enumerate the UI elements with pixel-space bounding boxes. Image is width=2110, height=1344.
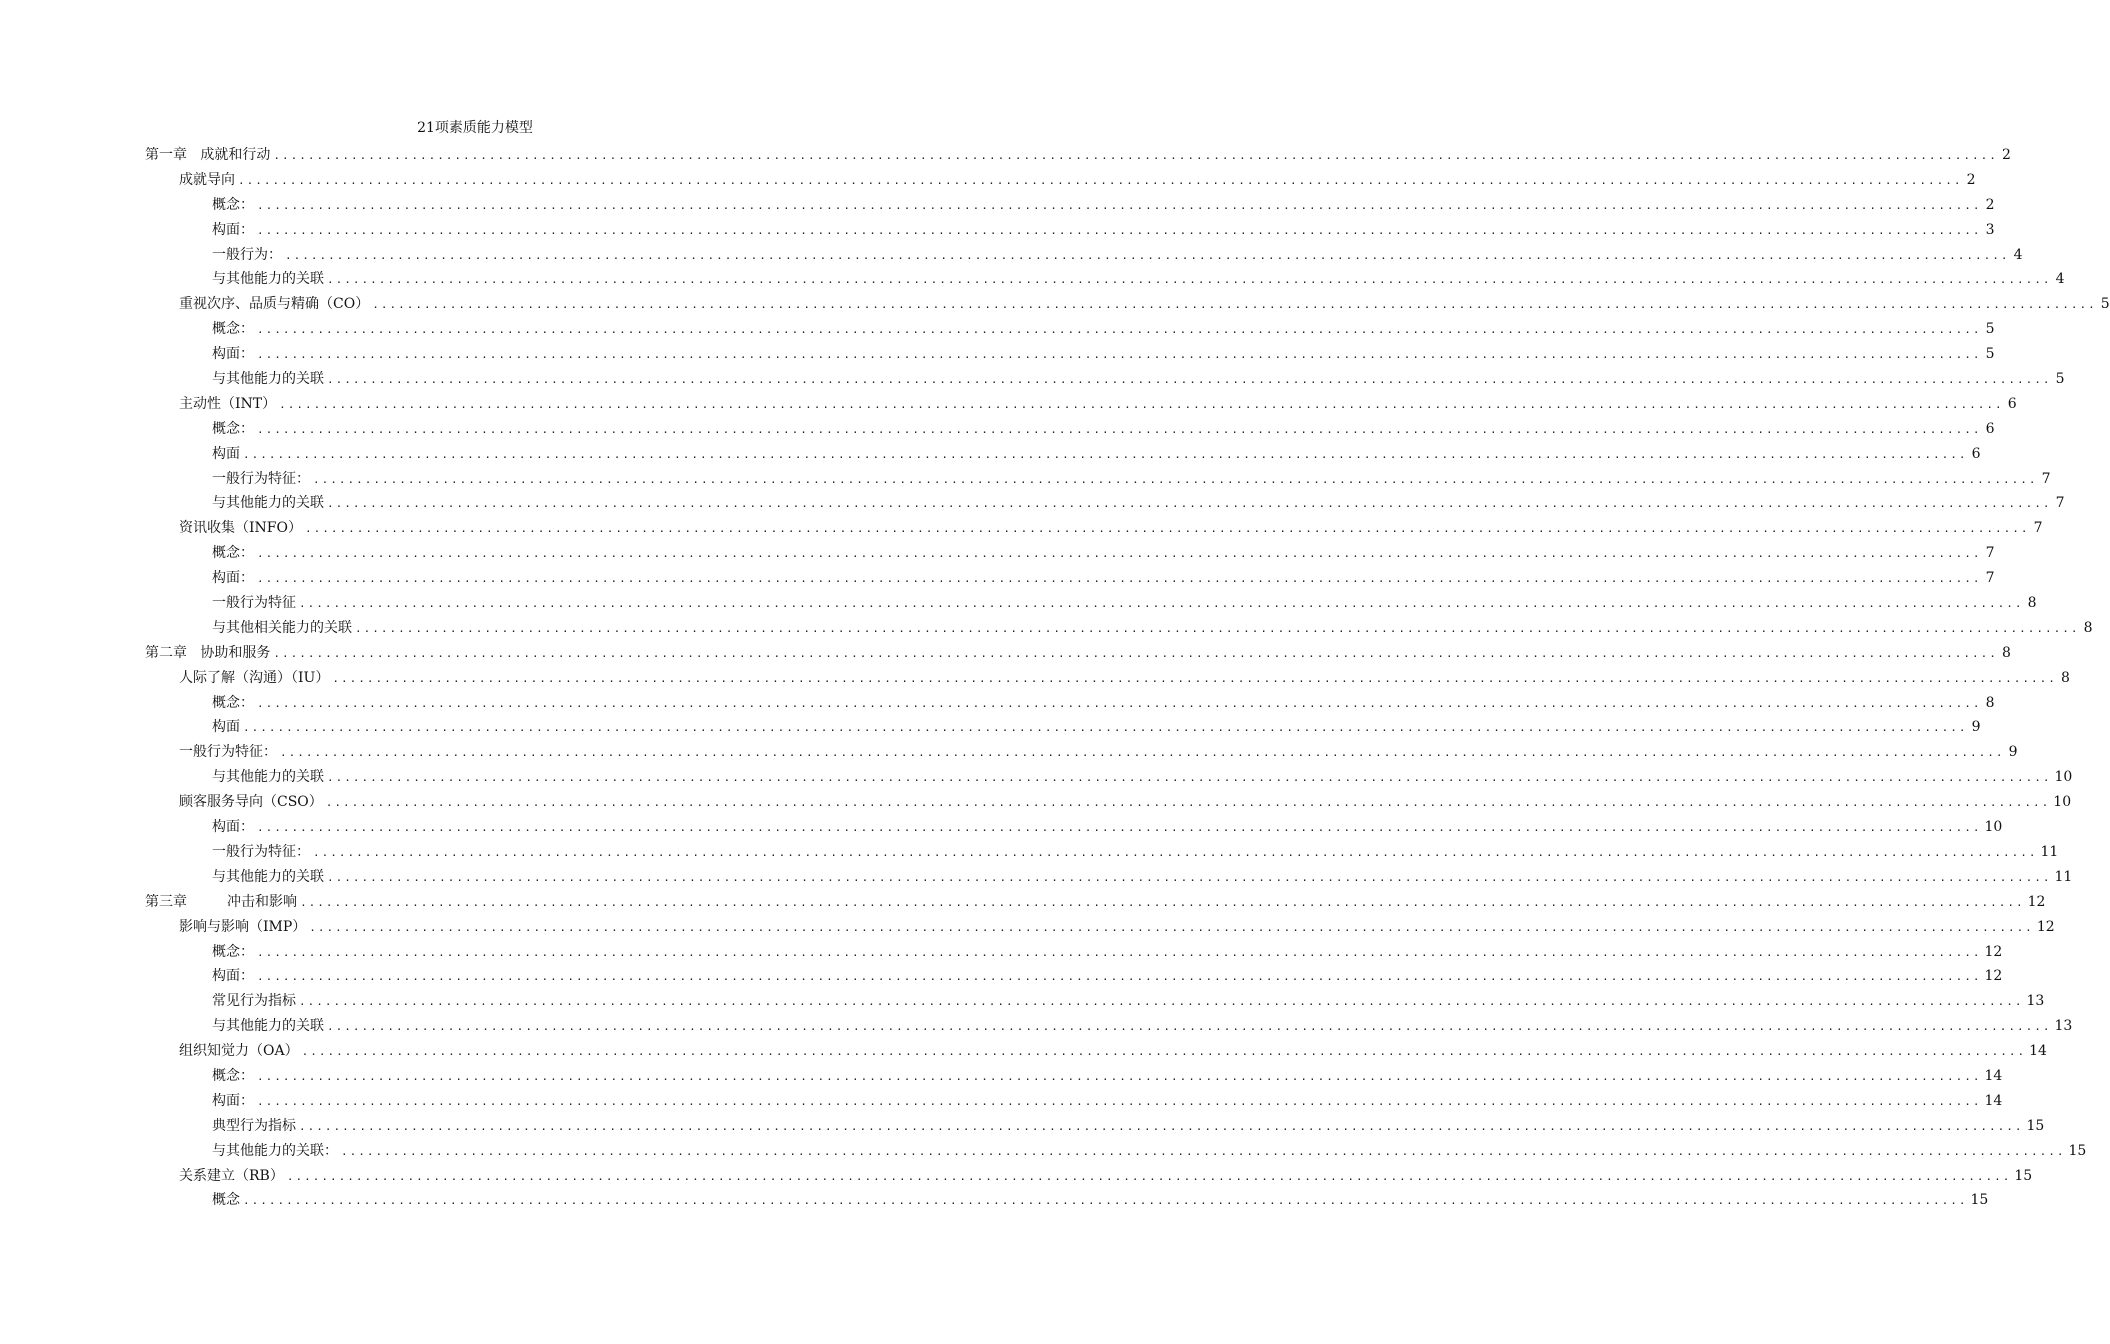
toc-entry[interactable] (145, 491, 2065, 516)
toc-dot-leader: ........................................................................................................................................................................................................ (257, 1069, 1982, 1083)
toc-entry-label: 资讯收集（INFO） (179, 520, 302, 537)
toc-entry-label: 与其他能力的关联 (212, 769, 324, 786)
toc-entry-label: 构面： (212, 221, 254, 238)
toc-entry[interactable] (145, 964, 2003, 989)
toc-dot-leader: ........................................................................................................................................................................................................ (372, 298, 2097, 312)
toc-page-number: 12 (1984, 968, 2003, 985)
toc-page-number: 2 (1985, 196, 1995, 213)
toc-entry-label: 一般行为特征： (212, 470, 310, 487)
toc-entry-label: 影响与影响（IMP） (179, 918, 307, 935)
toc-page-number: 12 (1984, 943, 2003, 960)
toc-page-number: 14 (1984, 1067, 2003, 1084)
toc-entry[interactable] (145, 1064, 2003, 1089)
toc-page-number: 15 (2014, 1167, 2033, 1184)
toc-entry[interactable] (145, 666, 2070, 691)
toc-dot-leader: ........................................................................................................................................................................................................ (304, 522, 2030, 536)
toc-entry[interactable] (145, 467, 2051, 492)
toc-page-number: 6 (1971, 445, 1981, 462)
toc-entry-label: 一般行为特征 (212, 595, 296, 612)
toc-page-number: 7 (2041, 470, 2051, 487)
toc-entry-label: 概念： (212, 420, 254, 437)
toc-dot-leader: ........................................................................................................................................................................................................ (257, 572, 1982, 586)
toc-dot-leader: ........................................................................................................................................................................................................ (285, 248, 2010, 262)
toc-dot-leader: ........................................................................................................................................................................................................ (273, 646, 1998, 660)
toc-entry[interactable] (145, 193, 1995, 218)
toc-dot-leader: ........................................................................................................................................................................................................ (257, 348, 1982, 362)
toc-entry[interactable] (145, 691, 1995, 716)
toc-entry[interactable] (145, 1039, 2047, 1064)
toc-dot-leader: ........................................................................................................................................................................................................ (279, 397, 2004, 411)
toc-page-number: 4 (2055, 271, 2065, 288)
toc-entry-label: 重视次序、品质与精确（CO） (179, 296, 370, 313)
toc-entry-label: 构面： (212, 346, 254, 363)
toc-dot-leader: ........................................................................................................................................................................................................ (243, 721, 1968, 735)
toc-entry[interactable] (145, 1014, 2073, 1039)
toc-entry-label: 关系建立（RB） (179, 1167, 284, 1184)
toc-dot-leader: ........................................................................................................................................................................................................ (280, 746, 2005, 760)
toc-entry-label: 概念： (212, 1067, 254, 1084)
toc-entry[interactable] (145, 1114, 2045, 1139)
toc-entry-label: 与其他能力的关联 (212, 271, 324, 288)
toc-page-number: 2 (2001, 147, 2011, 163)
toc-dot-leader: ........................................................................................................................................................................................................ (257, 223, 1982, 237)
toc-entry[interactable] (145, 1089, 2003, 1114)
toc-page-number: 15 (1970, 1192, 1989, 1209)
toc-entry-label: 概念： (212, 321, 254, 338)
toc-page-number: 8 (2001, 644, 2011, 661)
toc-entry[interactable] (145, 840, 2059, 865)
toc-entry[interactable] (145, 442, 1981, 467)
toc-entry-label: 概念： (212, 196, 254, 213)
toc-entry-label: 第三章 冲击和影响 (145, 893, 298, 910)
toc-page-number: 15 (2026, 1117, 2045, 1134)
document-title: 21项素质能力模型 (417, 120, 533, 136)
toc-entry-label: 与其他相关能力的关联 (212, 619, 352, 636)
toc-dot-leader: ........................................................................................................................................................................................................ (332, 671, 2057, 685)
toc-page-number: 9 (2008, 744, 2018, 761)
toc-entry-label: 与其他能力的关联 (212, 495, 324, 512)
toc-dot-leader: ........................................................................................................................................................................................................ (355, 621, 2080, 635)
toc-entry[interactable] (145, 591, 2037, 616)
toc-page-number: 8 (1985, 694, 1995, 711)
toc-entry[interactable] (145, 1188, 1989, 1213)
toc-dot-leader: ........................................................................................................................................................................................................ (238, 173, 1963, 187)
toc-entry[interactable] (145, 815, 2003, 840)
toc-page-number: 14 (1984, 1092, 2003, 1109)
toc-entry-label: 构面： (212, 1092, 254, 1109)
toc-entry-label: 人际了解（沟通）（IU） (179, 669, 330, 686)
toc-page-number: 8 (2060, 669, 2070, 686)
toc-entry[interactable] (145, 1139, 2087, 1164)
toc-page-number: 7 (2055, 495, 2065, 512)
toc-entry-label: 第一章 成就和行动 (145, 147, 271, 163)
toc-dot-leader: ........................................................................................................................................................................................................ (341, 1144, 2066, 1158)
toc-dot-leader: ........................................................................................................................................................................................................ (257, 547, 1982, 561)
toc-dot-leader: ........................................................................................................................................................................................................ (286, 1169, 2012, 1183)
toc-entry-label: 构面 (212, 719, 240, 736)
toc-dot-leader: ........................................................................................................................................................................................................ (327, 373, 2052, 387)
toc-page-number: 10 (1984, 819, 2003, 836)
toc-entry[interactable] (145, 915, 2055, 940)
toc-entry-label: 概念： (212, 694, 254, 711)
toc-entry[interactable] (145, 765, 2073, 790)
toc-page-number: 3 (1985, 221, 1995, 238)
toc-dot-leader: ........................................................................................................................................................................................................ (327, 497, 2052, 511)
toc-dot-leader: ........................................................................................................................................................................................................ (309, 920, 2034, 934)
toc-entry[interactable] (145, 516, 2043, 541)
toc-page-number: 15 (2068, 1142, 2087, 1159)
toc-dot-leader: ........................................................................................................................................................................................................ (327, 1020, 2052, 1034)
toc-entry-label: 与其他能力的关联： (212, 1142, 338, 1159)
toc-page-number: 7 (1985, 570, 1995, 587)
toc-dot-leader: ........................................................................................................................................................................................................ (257, 198, 1982, 212)
toc-page-number: 5 (1985, 346, 1995, 363)
toc-dot-leader: ........................................................................................................................................................................................................ (257, 821, 1982, 835)
toc-dot-leader: ........................................................................................................................................................................................................ (299, 597, 2024, 611)
toc-dot-leader: ........................................................................................................................................................................................................ (243, 1194, 1968, 1208)
toc-dot-leader: ........................................................................................................................................................................................................ (327, 273, 2052, 287)
toc-dot-leader: ........................................................................................................................................................................................................ (257, 323, 1982, 337)
toc-entry[interactable] (145, 790, 2072, 815)
toc-dot-leader: ........................................................................................................................................................................................................ (327, 771, 2052, 785)
toc-entry[interactable] (145, 989, 2045, 1014)
toc-dot-leader: ........................................................................................................................................................................................................ (299, 1119, 2024, 1133)
toc-page-number: 6 (1985, 420, 1995, 437)
toc-dot-leader: ........................................................................................................................................................................................................ (257, 945, 1982, 959)
toc-dot-leader: ........................................................................................................................................................................................................ (327, 870, 2052, 884)
toc-page-number: 10 (2054, 769, 2073, 786)
toc-entry[interactable] (145, 168, 1976, 193)
toc-dot-leader: ........................................................................................................................................................................................................ (273, 149, 1998, 162)
toc-entry-label: 典型行为指标 (212, 1117, 296, 1134)
toc-page-number: 5 (1985, 321, 1995, 338)
toc-dot-leader: ........................................................................................................................................................................................................ (257, 422, 1982, 436)
toc-entry[interactable] (145, 566, 1995, 591)
toc-entry-label: 组织知觉力（OA） (179, 1043, 299, 1060)
toc-page-number: 6 (2007, 395, 2017, 412)
toc-page-number: 8 (2083, 619, 2093, 636)
toc-page-number: 9 (1971, 719, 1981, 736)
toc-entry-label: 主动性（INT） (179, 395, 277, 412)
toc-entry-label: 常见行为指标 (212, 993, 296, 1010)
toc-page-number: 7 (2033, 520, 2043, 537)
toc-page-number: 12 (2027, 893, 2046, 910)
toc-page-number: 8 (2027, 595, 2037, 612)
toc-entry[interactable] (145, 243, 2023, 268)
toc-entry[interactable] (145, 715, 1981, 740)
toc-page-number: 5 (2100, 296, 2110, 313)
toc-entry[interactable] (145, 292, 2110, 317)
toc-entry[interactable] (145, 417, 1995, 442)
toc-entry-label: 构面： (212, 968, 254, 985)
toc-entry[interactable] (145, 865, 2073, 890)
toc-entry-label: 构面 (212, 445, 240, 462)
toc-page-number: 7 (1985, 545, 1995, 562)
toc-entry-label: 一般行为特征： (212, 843, 310, 860)
toc-page-number: 10 (2053, 794, 2072, 811)
toc-entry[interactable] (145, 740, 2018, 765)
toc-entry[interactable] (145, 342, 1995, 367)
toc-page-number: 4 (2013, 246, 2023, 263)
toc-entry[interactable] (145, 1164, 2033, 1189)
toc-entry-label: 第二章 协助和服务 (145, 644, 271, 661)
toc-entry-label: 一般行为： (212, 246, 282, 263)
toc-dot-leader: ........................................................................................................................................................................................................ (299, 995, 2024, 1009)
toc-dot-leader: ........................................................................................................................................................................................................ (257, 696, 1982, 710)
toc-entry-label: 一般行为特征： (179, 744, 277, 761)
toc-entry-label: 概念： (212, 545, 254, 562)
toc-entry[interactable] (145, 616, 2093, 641)
toc-page-number: 14 (2029, 1043, 2047, 1060)
toc-page-number: 5 (2055, 371, 2065, 388)
toc-page-number: 11 (2040, 843, 2059, 860)
toc-entry[interactable] (145, 641, 2011, 666)
toc-entry[interactable] (145, 367, 2065, 392)
toc-page-number: 11 (2054, 868, 2073, 885)
toc-entry[interactable] (145, 267, 2065, 292)
toc-entry-label: 构面： (212, 819, 254, 836)
toc-dot-leader: ........................................................................................................................................................................................................ (257, 970, 1982, 984)
toc-entry-label: 概念 (212, 1192, 240, 1209)
toc-entry-label: 构面： (212, 570, 254, 587)
toc-entry[interactable] (145, 940, 2003, 965)
toc-entry[interactable] (145, 218, 1995, 243)
toc-entry-label: 与其他能力的关联 (212, 371, 324, 388)
table-of-contents (145, 143, 2110, 1213)
toc-page-number: 13 (2026, 993, 2045, 1010)
toc-entry[interactable] (145, 392, 2017, 417)
toc-dot-leader: ........................................................................................................................................................................................................ (325, 796, 2051, 810)
toc-page-number: 2 (1966, 171, 1976, 188)
toc-entry-label: 与其他能力的关联 (212, 868, 324, 885)
toc-entry[interactable] (145, 143, 2011, 168)
toc-entry-label: 概念： (212, 943, 254, 960)
toc-entry[interactable] (145, 890, 2046, 915)
toc-entry[interactable] (145, 541, 1995, 566)
toc-dot-leader: ........................................................................................................................................................................................................ (257, 1094, 1982, 1108)
toc-entry-label: 成就导向 (179, 171, 235, 188)
toc-page-number: 13 (2054, 1018, 2073, 1035)
toc-entry-label: 顾客服务导向（CSO） (179, 794, 323, 811)
toc-dot-leader: ........................................................................................................................................................................................................ (300, 895, 2025, 909)
toc-dot-leader: ........................................................................................................................................................................................................ (301, 1045, 2027, 1059)
toc-dot-leader: ........................................................................................................................................................................................................ (313, 472, 2038, 486)
toc-entry-label: 与其他能力的关联 (212, 1018, 324, 1035)
toc-dot-leader: ........................................................................................................................................................................................................ (313, 845, 2038, 859)
toc-entry[interactable] (145, 317, 1995, 342)
toc-dot-leader: ........................................................................................................................................................................................................ (243, 447, 1968, 461)
toc-page-number: 12 (2036, 918, 2055, 935)
